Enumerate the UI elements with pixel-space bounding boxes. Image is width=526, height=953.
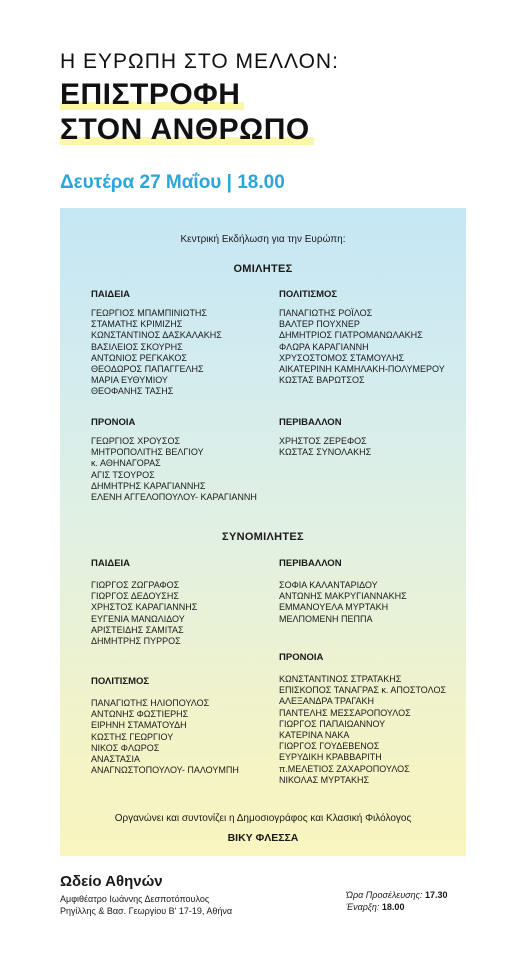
list-item: ΓΙΩΡΓΟΣ ΖΩΓΡΑΦΟΣ	[91, 580, 180, 590]
list-item: ΣΟΦΙΑ ΚΑΛΑΝΤΑΡΙΔΟΥ	[279, 580, 378, 590]
title-line-1	[60, 78, 240, 112]
list-item: ΕΛΕΝΗ ΑΓΓΕΛΟΠΟΥΛΟΥ- ΚΑΡΑΓΙΑΝΝΗ	[91, 491, 257, 502]
list-item: ΒΑΛΤΕΡ ΠΟΥΧΝΕΡ	[279, 319, 360, 330]
list-item: ΒΑΣΙΛΕΙΟΣ ΣΚΟΥΡΗΣ	[91, 341, 183, 352]
list-item: ΑΛΕΞΑΝΔΡΑ ΤΡΑΓΑΚΗ	[279, 696, 375, 707]
pre-title: Η ΕΥΡΩΠΗ ΣΤΟ ΜΕΛΛΟΝ:	[60, 50, 339, 73]
list-item: ΔΗΜΗΤΡΗΣ ΚΑΡΑΓΙΑΝΝΗΣ	[91, 480, 206, 491]
arrival-time-label: Ώρα Προσέλευσης:	[346, 890, 423, 900]
speakers-paideia-label: ΠΑΙΔΕΙΑ	[91, 289, 131, 300]
speakers-perivallon-list	[279, 436, 371, 458]
title-line-1-text: ΕΠΙΣΤΡΟΦΗ	[60, 78, 241, 111]
list-item: ΚΩΝΣΤΑΝΤΙΝΟΣ ΔΑΣΚΑΛΑΚΗΣ	[91, 330, 222, 341]
list-item: ΕΙΡΗΝΗ ΣΤΑΜΑΤΟΥΔΗ	[91, 720, 187, 731]
list-item: ΕΠΙΣΚΟΠΟΣ ΤΑΝΑΓΡΑΣ κ. ΑΠΟΣΤΟΛΟΣ	[279, 685, 447, 696]
list-item: ΣΤΑΜΑΤΗΣ ΚΡΙΜΙΖΗΣ	[91, 319, 183, 330]
intro-text: Κεντρική Εκδήλωση για την Ευρώπη:	[180, 234, 346, 245]
title-line-2-text: ΣΤΟΝ ΑΝΘΡΩΠΟ	[60, 113, 310, 146]
co-speakers-paideia-label: ΠΑΙΔΕΙΑ	[91, 558, 131, 569]
list-item: ΓΙΩΡΓΟΣ ΔΕΔΟΥΣΗΣ	[91, 591, 179, 602]
co-speakers-pronoia-list	[279, 674, 446, 786]
list-item: ΕΥΓΕΝΙΑ ΜΑΝΩΛΙΔΟΥ	[91, 613, 185, 624]
list-item: ΑΝΤΩΝΙΟΣ ΡΕΓΚΑΚΟΣ	[91, 352, 187, 363]
arrival-time-value: 17.30	[424, 890, 448, 900]
speakers-politismos-label: ΠΟΛΙΤΙΣΜΟΣ	[279, 289, 338, 300]
list-item: ΚΩΣΤΑΣ ΣΥΝΟΛΑΚΗΣ	[279, 447, 372, 458]
co-speakers-politismos-list	[91, 698, 239, 776]
list-item: ΧΡΗΣΤΟΣ ΖΕΡΕΦΟΣ	[279, 436, 367, 446]
organizer-name: ΒΙΚΥ ΦΛΕΣΣΑ	[227, 832, 299, 844]
list-item: ΑΙΚΑΤΕΡΙΝΗ ΚΑΜΗΛΑΚΗ-ΠΟΛΥΜΕΡΟΥ	[279, 363, 445, 374]
list-item: ΑΝΤΩΝΗΣ ΜΑΚΡΥΓΙΑΝΝΑΚΗΣ	[279, 591, 407, 602]
co-speakers-perivallon-list	[279, 580, 407, 625]
list-item: ΦΛΩΡΑ ΚΑΡΑΓΙΑΝΝΗ	[279, 341, 369, 352]
list-item: ΔΗΜΗΤΡΙΟΣ ΓΙΑΤΡΟΜΑΝΩΛΑΚΗΣ	[279, 330, 423, 341]
speakers-pronoia-label: ΠΡΟΝΟΙΑ	[91, 417, 136, 428]
co-speakers-politismos-label: ΠΟΛΙΤΙΣΜΟΣ	[91, 676, 150, 687]
venue-hall: Αμφιθέατρο Ιωάννης Δεσποτόπουλος	[60, 894, 210, 904]
co-speakers-paideia-list	[91, 580, 197, 647]
speakers-pronoia-list	[91, 436, 257, 503]
list-item: ΧΡΗΣΤΟΣ ΚΑΡΑΓΙΑΝΝΗΣ	[91, 602, 198, 613]
title-line-2	[60, 113, 310, 147]
co-speakers-pronoia-label: ΠΡΟΝΟΙΑ	[279, 652, 324, 663]
event-date: Δευτέρα 27 Μαΐου | 18.00	[60, 172, 285, 193]
list-item: π.ΜΕΛΕΤΙΟΣ ΖΑΧΑΡΟΠΟΥΛΟΣ	[279, 763, 410, 774]
list-item: ΧΡΥΣΟΣΤΟΜΟΣ ΣΤΑΜΟΥΛΗΣ	[279, 352, 405, 363]
venue-address: Ρηγίλλης & Βασ. Γεωργίου Β' 17-19, Αθήνα	[60, 906, 233, 916]
list-item: ΓΙΩΡΓΟΣ ΓΟΥΔΕΒΕΝΟΣ	[279, 741, 380, 752]
list-item: ΜΑΡΙΑ ΕΥΘΥΜΙΟΥ	[91, 375, 168, 386]
co-speakers-heading: ΣΥΝΟΜΙΛΗΤΕΣ	[222, 531, 304, 543]
speakers-paideia-list	[91, 308, 222, 398]
list-item: ΜΕΛΠΟΜΕΝΗ ΠΕΠΠΑ	[279, 613, 373, 624]
co-speakers-perivallon-label: ΠΕΡΙΒΑΛΛΟΝ	[279, 558, 342, 569]
list-item: κ. ΑΘΗΝΑΓΟΡΑΣ	[91, 458, 161, 469]
speakers-politismos-list	[279, 308, 445, 386]
list-item: ΑΡΙΣΤΕΙΔΗΣ ΣΑΜΙΤΑΣ	[91, 624, 184, 635]
venue-name: Ωδείο Αθηνών	[60, 873, 163, 890]
list-item: ΓΙΩΡΓΟΣ ΠΑΠΑΙΩΑΝΝΟΥ	[279, 718, 386, 729]
list-item: ΝΙΚΟΛΑΣ ΜΥΡΤΑΚΗΣ	[279, 774, 370, 785]
list-item: ΚΩΝΣΤΑΝΤΙΝΟΣ ΣΤΡΑΤΑΚΗΣ	[279, 674, 402, 684]
list-item: ΘΕΟΔΩΡΟΣ ΠΑΠΑΓΓΕΛΗΣ	[91, 363, 204, 374]
list-item: ΑΓΙΣ ΤΣΟΥΡΟΣ	[91, 469, 155, 480]
list-item: ΠΑΝΑΓΙΩΤΗΣ ΗΛΙΟΠΟΥΛΟΣ	[91, 698, 210, 708]
list-item: ΔΗΜΗΤΡΗΣ ΠΥΡΡΟΣ	[91, 635, 181, 646]
list-item: ΜΗΤΡΟΠΟΛΙΤΗΣ ΒΕΛΓΙΟΥ	[91, 447, 204, 458]
start-time-value: 18.00	[381, 902, 405, 912]
list-item: ΕΥΡΥΔΙΚΗ ΚΡΑΒΒΑΡΙΤΗ	[279, 752, 382, 763]
list-item: ΚΩΣΤΗΣ ΓΕΩΡΓΙΟΥ	[91, 731, 174, 742]
list-item: ΑΝΤΩΝΗΣ ΦΩΣΤΙΕΡΗΣ	[91, 709, 189, 720]
start-time	[346, 902, 404, 912]
list-item: ΚΑΤΕΡΙΝΑ ΝΑΚΑ	[279, 729, 350, 740]
list-item: ΠΑΝΑΓΙΩΤΗΣ ΡΟΪΛΟΣ	[279, 308, 373, 318]
list-item: ΕΜΜΑΝΟΥΕΛΑ ΜΥΡΤΑΚΗ	[279, 602, 389, 613]
speakers-perivallon-label: ΠΕΡΙΒΑΛΛΟΝ	[279, 417, 342, 428]
list-item: ΓΕΩΡΓΙΟΣ ΧΡΟΥΣΟΣ	[91, 436, 181, 446]
arrival-time	[346, 890, 448, 900]
speakers-heading: ΟΜΙΛΗΤΕΣ	[233, 263, 293, 275]
list-item: ΑΝΑΓΝΩΣΤΟΠΟΥΛΟΥ- ΠΑΛΟΥΜΠΗ	[91, 765, 239, 776]
list-item: ΑΝΑΣΤΑΣΙΑ	[91, 753, 140, 764]
list-item: ΘΕΟΦΑΝΗΣ ΤΑΣΗΣ	[91, 386, 174, 397]
list-item: ΓΕΩΡΓΙΟΣ ΜΠΑΜΠΙΝΙΩΤΗΣ	[91, 308, 207, 318]
list-item: ΝΙΚΟΣ ΦΛΩΡΟΣ	[91, 742, 160, 753]
organizer-text: Οργανώνει και συντονίζει η Δημοσιογράφος και Κλασική Φιλόλογος	[114, 813, 412, 824]
list-item: ΚΩΣΤΑΣ ΒΑΡΩΤΣΟΣ	[279, 375, 365, 386]
list-item: ΠΑΝΤΕΛΗΣ ΜΕΣΣΑΡΟΠΟΥΛΟΣ	[279, 707, 411, 718]
start-time-label: Έναρξη:	[346, 902, 380, 912]
